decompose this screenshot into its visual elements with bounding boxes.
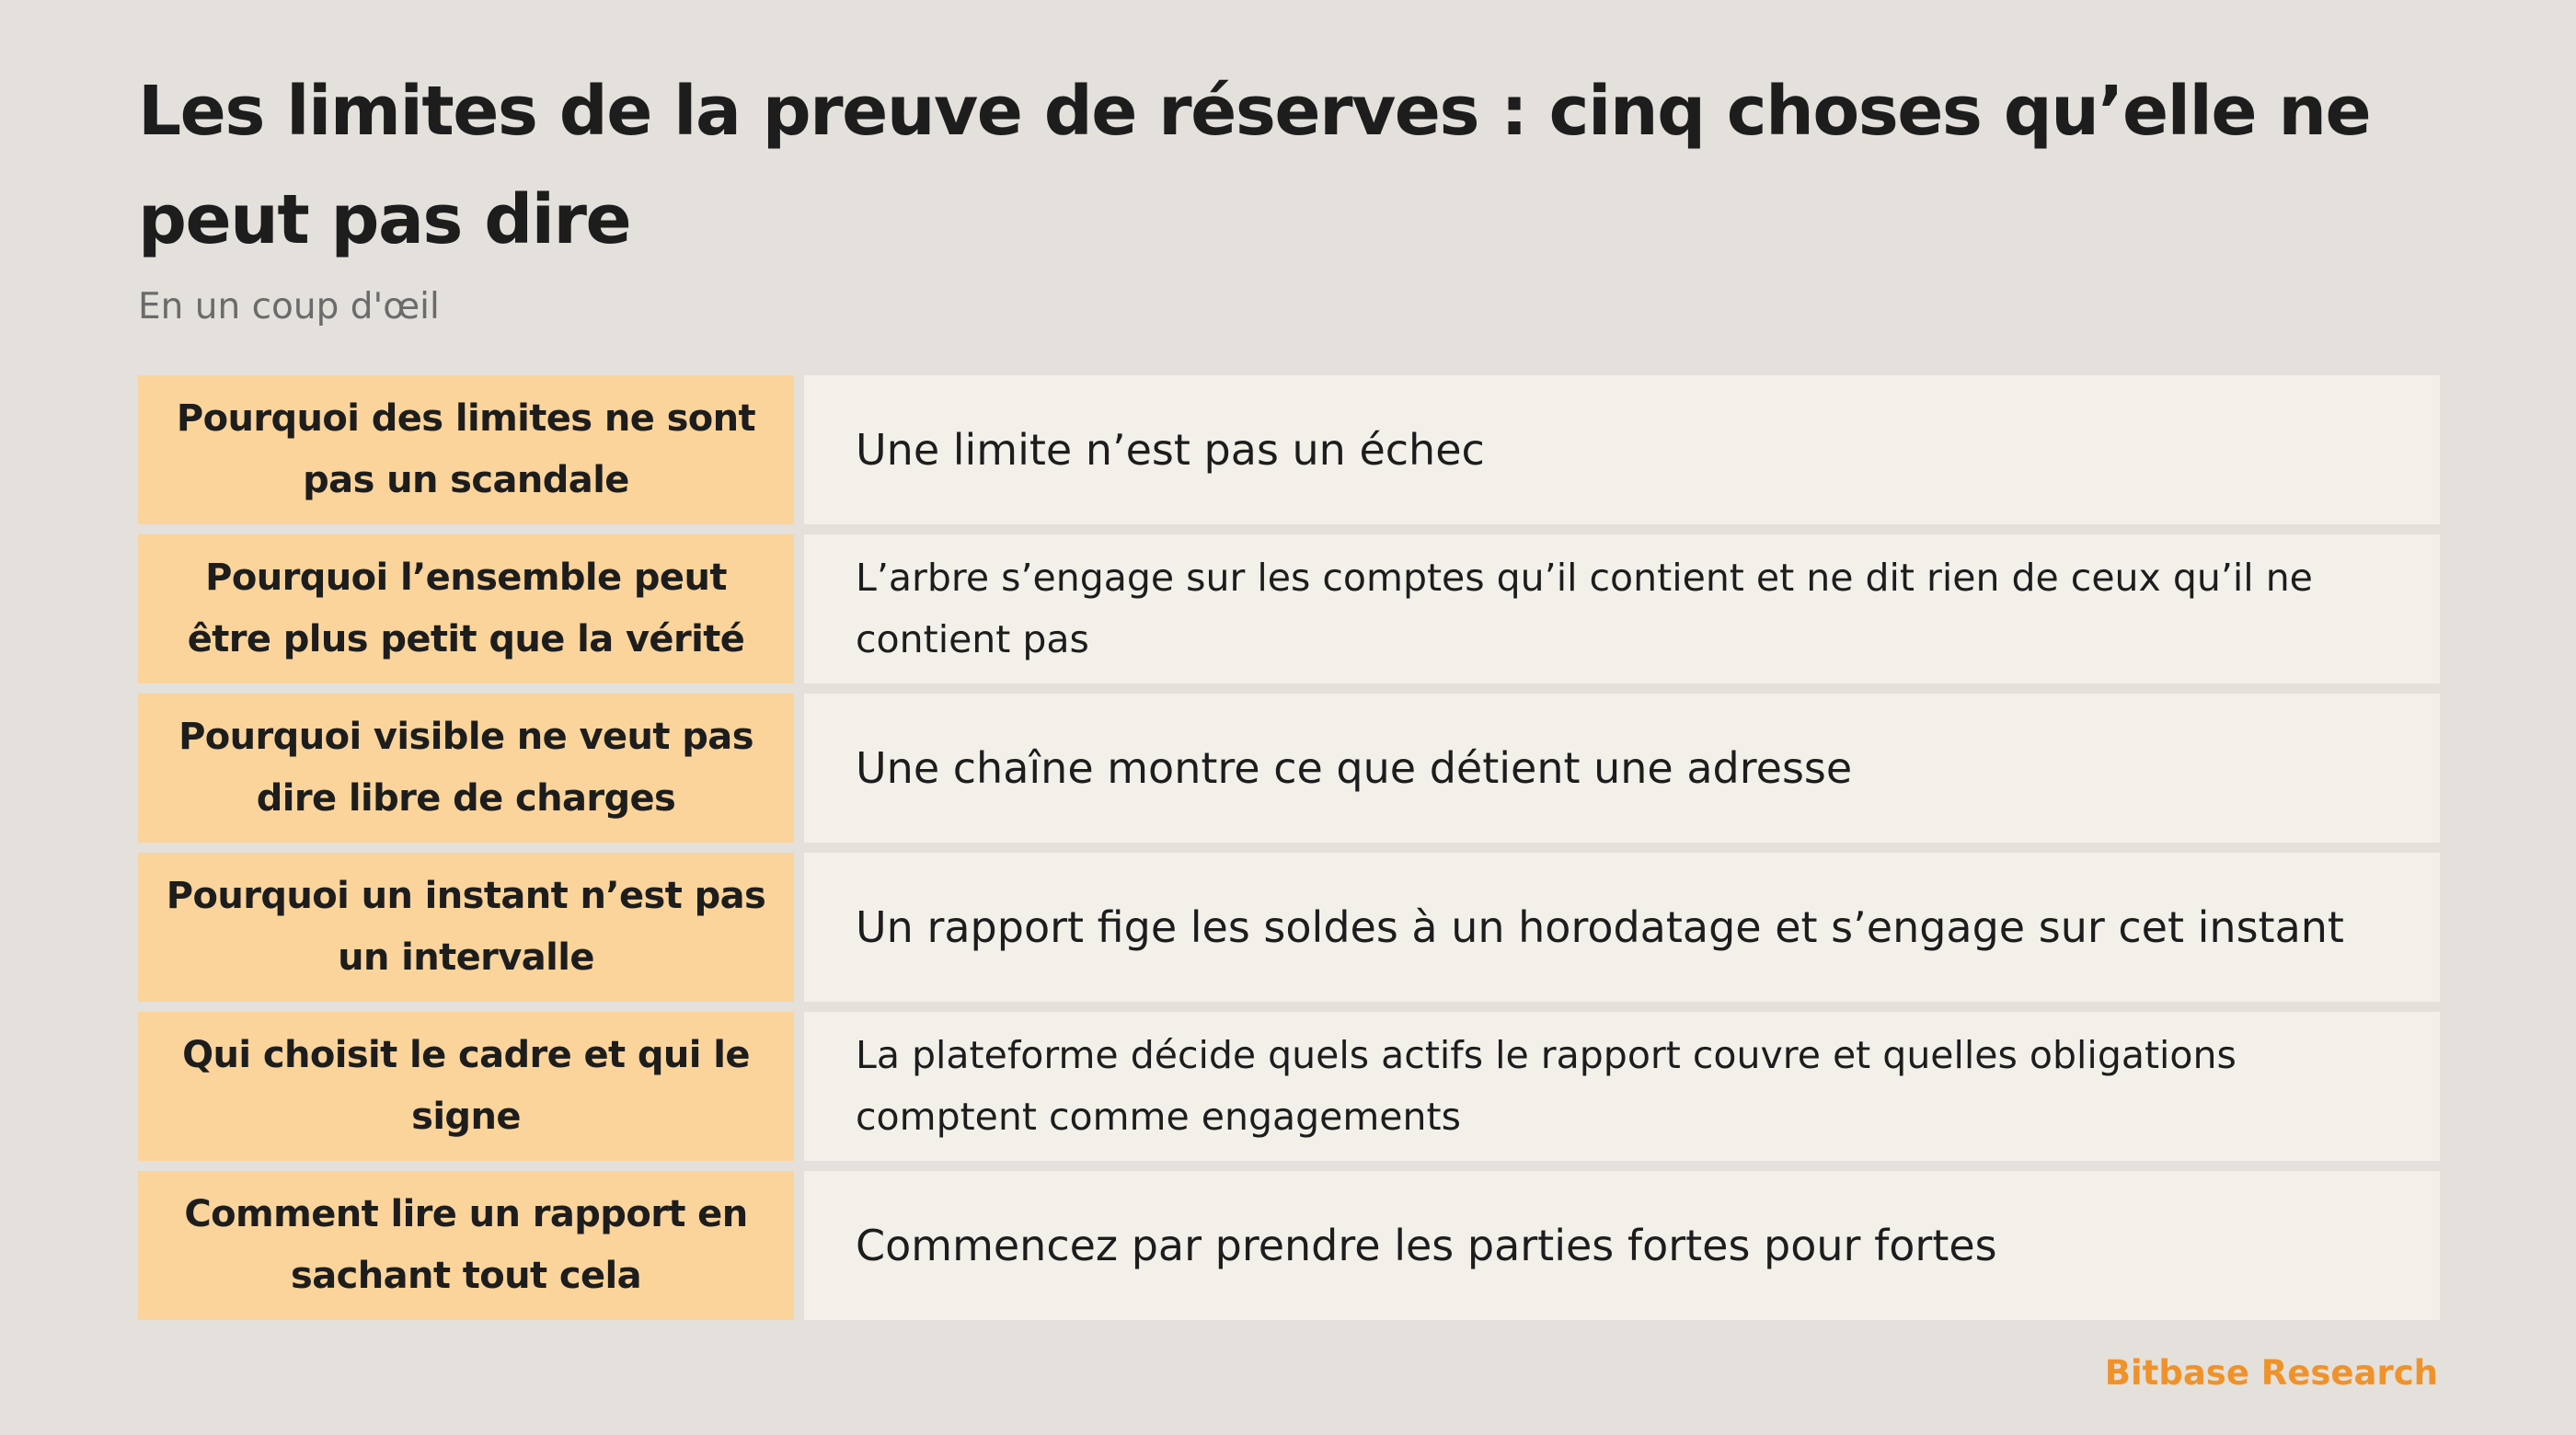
question-cell: Pourquoi un instant n’est pas un intervalle — [138, 853, 794, 1002]
question-cell: Pourquoi l’ensemble peut être plus petit que la vérité — [138, 534, 794, 683]
page-subtitle: En un coup d'œil — [138, 286, 440, 327]
footer-brand: Bitbase Research — [2104, 1353, 2438, 1393]
answer-cell: Une chaîne montre ce que détient une adresse — [804, 694, 2440, 843]
table-row — [138, 534, 2440, 683]
page-title: Les limites de la preuve de réserves : cinq choses qu’elle ne peut pas dire — [138, 72, 2371, 259]
answer-cell: Une limite n’est pas un échec — [804, 375, 2440, 524]
table-row — [138, 1012, 2440, 1161]
table-row — [138, 694, 2440, 843]
question-cell: Pourquoi des limites ne sont pas un scandale — [138, 375, 794, 524]
question-cell: Comment lire un rapport en sachant tout cela — [138, 1171, 794, 1320]
table-row — [138, 375, 2440, 524]
table-row — [138, 853, 2440, 1002]
question-cell: Pourquoi visible ne veut pas dire libre de charges — [138, 694, 794, 843]
table-row — [138, 1171, 2440, 1320]
summary-table — [138, 375, 2440, 1320]
answer-cell: L’arbre s’engage sur les comptes qu’il contient et ne dit rien de ceux qu’il ne contient pas — [804, 534, 2440, 683]
answer-cell: Commencez par prendre les parties fortes pour fortes — [804, 1171, 2440, 1320]
question-cell: Qui choisit le cadre et qui le signe — [138, 1012, 794, 1161]
answer-cell: Un rapport fige les soldes à un horodatage et s’engage sur cet instant — [804, 853, 2440, 1002]
answer-cell: La plateforme décide quels actifs le rapport couvre et quelles obligations comptent comme engagements — [804, 1012, 2440, 1161]
